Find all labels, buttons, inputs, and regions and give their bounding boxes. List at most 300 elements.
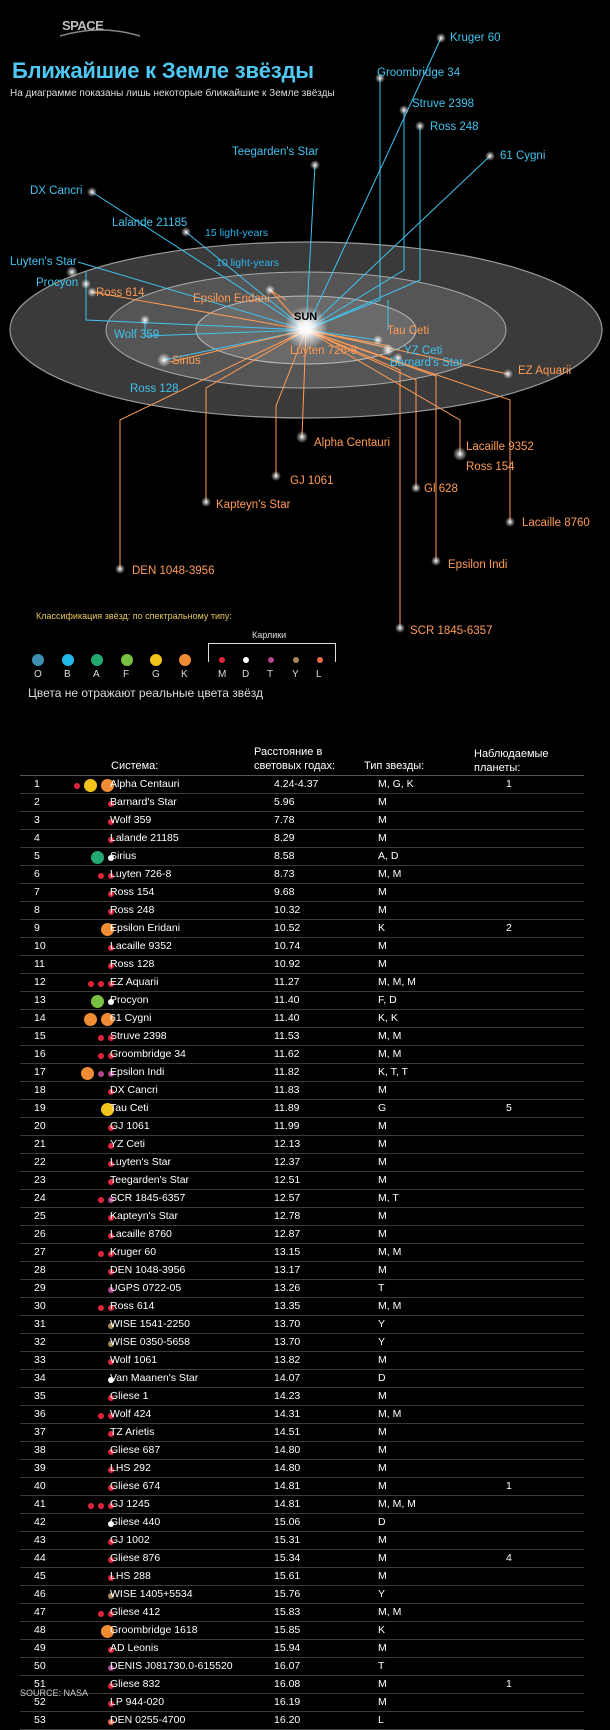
row-star-type: M — [378, 904, 387, 916]
row-distance: 11.40 — [274, 994, 300, 1006]
row-star-type: M — [378, 958, 387, 970]
row-star-type: M — [378, 1264, 387, 1276]
row-number: 24 — [34, 1192, 46, 1204]
row-system-name: Sirius — [110, 850, 137, 862]
type-dot-m — [98, 981, 104, 987]
class-letter-d: D — [242, 669, 250, 680]
row-system-name: Groombridge 34 — [110, 1048, 186, 1060]
class-dot-d — [243, 657, 249, 663]
row-star-type: M — [378, 886, 387, 898]
type-dot-m — [74, 783, 80, 789]
star-label-epsilon-eridani: Epsilon Eridani — [193, 293, 270, 305]
row-star-type: M — [378, 1156, 387, 1168]
row-star-type: M — [378, 1570, 387, 1582]
row-distance: 12.78 — [274, 1210, 301, 1222]
type-dot-m — [98, 1611, 104, 1617]
class-letter-k: K — [181, 669, 188, 680]
row-planets: 1 — [506, 1480, 512, 1492]
row-star-type: Y — [378, 1336, 386, 1348]
row-system-name: Tau Ceti — [110, 1102, 149, 1114]
row-number: 38 — [34, 1444, 46, 1456]
row-system-name: DEN 1048-3956 — [110, 1264, 186, 1276]
row-star-type: M — [378, 1426, 387, 1438]
row-star-type: Y — [378, 1318, 386, 1330]
row-star-type: K, T, T — [378, 1066, 408, 1078]
star-label-gl-628: Gl 628 — [424, 483, 458, 495]
row-number: 7 — [34, 886, 40, 898]
type-dot-k — [84, 1013, 97, 1026]
row-number: 26 — [34, 1228, 46, 1240]
type-dot-m — [98, 1413, 104, 1419]
table-row — [20, 1244, 584, 1262]
table-row — [20, 956, 584, 974]
class-dot-l — [317, 657, 323, 663]
row-distance: 14.80 — [274, 1444, 301, 1456]
row-number: 34 — [34, 1372, 46, 1384]
class-letter-b: B — [64, 669, 71, 680]
row-number: 42 — [34, 1516, 46, 1528]
row-number: 8 — [34, 904, 40, 916]
row-number: 23 — [34, 1174, 46, 1186]
row-number: 15 — [34, 1030, 46, 1042]
row-distance: 15.06 — [274, 1516, 301, 1528]
table-row — [20, 1658, 584, 1676]
star-label-scr-1845-6357: SCR 1845-6357 — [410, 625, 493, 637]
row-number: 19 — [34, 1102, 46, 1114]
row-system-name: LHS 292 — [110, 1462, 151, 1474]
row-number: 12 — [34, 976, 46, 988]
table-row — [20, 1442, 584, 1460]
star-label-lacaille-9352: Lacaille 9352 — [466, 441, 534, 453]
class-dot-b — [62, 654, 74, 666]
row-number: 1 — [34, 778, 40, 790]
row-star-type: M, M — [378, 1030, 402, 1042]
row-number: 13 — [34, 994, 46, 1006]
table-row — [20, 1370, 584, 1388]
row-distance: 10.92 — [274, 958, 301, 970]
table-row — [20, 1604, 584, 1622]
table-row — [20, 1694, 584, 1712]
row-system-name: Gliese 876 — [110, 1552, 161, 1564]
row-system-name: Luyten 726-8 — [110, 868, 172, 880]
star-label-groombridge-34: Groombridge 34 — [377, 67, 461, 79]
table-row — [20, 1568, 584, 1586]
row-number: 45 — [34, 1570, 46, 1582]
row-star-type: M — [378, 1390, 387, 1402]
table-row — [20, 1208, 584, 1226]
table-row — [20, 920, 584, 938]
class-letter-t: T — [267, 669, 274, 680]
class-dot-k — [179, 654, 191, 666]
star-label-sirius: Sirius — [172, 355, 201, 367]
star-label-epsilon-indi: Epsilon Indi — [448, 559, 508, 571]
table-row — [20, 1154, 584, 1172]
class-letter-l: L — [316, 669, 322, 680]
row-distance: 15.94 — [274, 1642, 301, 1654]
star-label-lacaille-8760: Lacaille 8760 — [522, 517, 590, 529]
row-system-name: GJ 1002 — [110, 1534, 150, 1546]
row-number: 52 — [34, 1696, 46, 1708]
row-star-type: M — [378, 1228, 387, 1240]
row-number: 9 — [34, 922, 40, 934]
row-distance: 13.35 — [274, 1300, 301, 1312]
row-system-name: WISE 1541-2250 — [110, 1318, 190, 1330]
page-title: Ближайшие к Земле звёзды — [12, 58, 314, 83]
row-number: 50 — [34, 1660, 46, 1672]
source-note: SOURCE: NASA — [20, 1688, 89, 1698]
table-row — [20, 848, 584, 866]
table-row — [20, 1712, 584, 1730]
table-row — [20, 1640, 584, 1658]
row-distance: 15.34 — [274, 1552, 301, 1564]
row-number: 3 — [34, 814, 40, 826]
row-planets: 4 — [506, 1552, 512, 1564]
row-number: 41 — [34, 1498, 46, 1510]
row-system-name: Kapteyn's Star — [110, 1210, 178, 1222]
row-distance: 13.82 — [274, 1354, 301, 1366]
row-distance: 15.61 — [274, 1570, 301, 1582]
row-star-type: M, T — [378, 1192, 399, 1204]
table-row — [20, 938, 584, 956]
table-row — [20, 1622, 584, 1640]
row-distance: 15.76 — [274, 1588, 301, 1600]
row-star-type: M — [378, 1084, 387, 1096]
row-distance: 13.26 — [274, 1282, 301, 1294]
row-planets: 1 — [506, 1678, 512, 1690]
row-star-type: M — [378, 1354, 387, 1366]
row-number: 48 — [34, 1624, 46, 1636]
star-label-teegardens-star: Teegarden's Star — [232, 146, 319, 158]
row-distance: 16.20 — [274, 1714, 301, 1726]
row-number: 33 — [34, 1354, 46, 1366]
star-label-kapteyns-star: Kapteyn's Star — [216, 499, 291, 511]
table-row — [20, 1496, 584, 1514]
row-number: 37 — [34, 1426, 46, 1438]
row-number: 2 — [34, 796, 40, 808]
row-star-type: M — [378, 832, 387, 844]
row-number: 31 — [34, 1318, 46, 1330]
row-distance: 13.70 — [274, 1318, 301, 1330]
row-system-name: EZ Aquarii — [110, 976, 159, 988]
table-row — [20, 1460, 584, 1478]
row-number: 14 — [34, 1012, 46, 1024]
row-system-name: Wolf 424 — [110, 1408, 152, 1420]
table-row — [20, 992, 584, 1010]
row-system-name: WISE 0350-5658 — [110, 1336, 190, 1348]
row-number: 11 — [34, 958, 45, 970]
row-system-name: Lacaille 9352 — [110, 940, 172, 952]
table-row — [20, 1046, 584, 1064]
table-row — [20, 1406, 584, 1424]
stars-table — [20, 776, 584, 1730]
row-distance: 12.13 — [274, 1138, 301, 1150]
row-distance: 12.37 — [274, 1156, 301, 1168]
row-system-name: Luyten's Star — [110, 1156, 171, 1168]
row-distance: 7.78 — [274, 814, 295, 826]
class-dot-g — [150, 654, 162, 666]
row-system-name: Alpha Centauri — [110, 778, 180, 790]
row-number: 53 — [34, 1714, 46, 1726]
row-system-name: Epsilon Indi — [110, 1066, 165, 1078]
row-distance: 14.80 — [274, 1462, 301, 1474]
table-row — [20, 1298, 584, 1316]
type-dot-m — [88, 981, 94, 987]
table-row — [20, 1514, 584, 1532]
page-subtitle: На диаграмме показаны лишь некоторые ближайшие к Земле звёзды — [10, 88, 335, 99]
table-row — [20, 1550, 584, 1568]
type-dot-f — [91, 995, 104, 1008]
star-label-yz-ceti: YZ Ceti — [404, 345, 443, 357]
row-number: 32 — [34, 1336, 46, 1348]
type-dot-k — [81, 1067, 94, 1080]
star-label-struve-2398: Struve 2398 — [412, 98, 475, 110]
row-star-type: M — [378, 1696, 387, 1708]
table-row — [20, 1064, 584, 1082]
table-row — [20, 1010, 584, 1028]
star-label-ross-154: Ross 154 — [466, 461, 515, 473]
row-distance: 8.58 — [274, 850, 295, 862]
table-row — [20, 812, 584, 830]
row-star-type: M, G, K — [378, 778, 414, 790]
row-star-type: T — [378, 1282, 385, 1294]
class-letter-a: A — [93, 669, 100, 680]
row-distance: 10.32 — [274, 904, 301, 916]
row-distance: 10.74 — [274, 940, 301, 952]
type-dot-a — [91, 851, 104, 864]
row-star-type: M — [378, 1120, 387, 1132]
table-row — [20, 1172, 584, 1190]
row-system-name: Barnard's Star — [110, 796, 177, 808]
row-star-type: M — [378, 1552, 387, 1564]
sun-label: SUN — [294, 311, 318, 323]
row-number: 44 — [34, 1552, 46, 1564]
row-number: 28 — [34, 1264, 46, 1276]
row-number: 21 — [34, 1138, 46, 1150]
row-star-type: K — [378, 922, 386, 934]
header-system: Система: — [111, 760, 159, 772]
table-row — [20, 1028, 584, 1046]
row-star-type: M, M — [378, 1408, 402, 1420]
row-distance: 13.17 — [274, 1264, 301, 1276]
row-system-name: UGPS 0722-05 — [110, 1282, 182, 1294]
row-system-name: Van Maanen's Star — [110, 1372, 199, 1384]
table-row — [20, 1532, 584, 1550]
table-row — [20, 830, 584, 848]
row-system-name: Gliese 412 — [110, 1606, 161, 1618]
row-system-name: TZ Arietis — [110, 1426, 155, 1438]
table-row — [20, 1352, 584, 1370]
row-distance: 15.31 — [274, 1534, 301, 1546]
row-system-name: Teegarden's Star — [110, 1174, 190, 1186]
class-dot-o — [32, 654, 44, 666]
row-system-name: Ross 614 — [110, 1300, 155, 1312]
table-row — [20, 1586, 584, 1604]
row-distance: 15.85 — [274, 1624, 301, 1636]
row-star-type: Y — [378, 1588, 386, 1600]
row-star-type: M — [378, 1534, 387, 1546]
row-number: 17 — [34, 1066, 46, 1078]
star-label-barnards-star: Barnard's Star — [390, 357, 464, 369]
type-dot-t — [98, 1071, 104, 1077]
row-system-name: Gliese 1 — [110, 1390, 149, 1402]
row-star-type: K, K — [378, 1012, 398, 1024]
row-star-type: M — [378, 1174, 387, 1186]
row-system-name: Wolf 359 — [110, 814, 152, 826]
row-system-name: DENIS J081730.0-615520 — [110, 1660, 233, 1672]
row-system-name: Ross 248 — [110, 904, 155, 916]
star-label-kruger-60: Kruger 60 — [450, 32, 501, 44]
star-label-ross-248: Ross 248 — [430, 121, 479, 133]
type-dot-m — [98, 1197, 104, 1203]
row-star-type: M — [378, 1480, 387, 1492]
row-number: 46 — [34, 1588, 46, 1600]
row-system-name: Ross 154 — [110, 886, 155, 898]
row-star-type: G — [378, 1102, 387, 1114]
row-system-name: Gliese 440 — [110, 1516, 161, 1528]
row-distance: 15.83 — [274, 1606, 301, 1618]
row-star-type: M, M, M — [378, 976, 416, 988]
table-row — [20, 1334, 584, 1352]
row-distance: 12.51 — [274, 1174, 301, 1186]
row-distance: 12.57 — [274, 1192, 301, 1204]
star-label-lalande-21185: Lalande 21185 — [112, 217, 188, 229]
row-distance: 11.83 — [274, 1084, 300, 1096]
table-row — [20, 866, 584, 884]
row-distance: 11.53 — [274, 1030, 300, 1042]
row-system-name: Groombridge 1618 — [110, 1624, 198, 1636]
row-number: 22 — [34, 1156, 46, 1168]
row-distance: 11.99 — [274, 1120, 300, 1132]
row-planets: 1 — [506, 778, 512, 790]
row-system-name: DX Cancri — [110, 1084, 158, 1096]
table-row — [20, 1082, 584, 1100]
row-distance: 10.52 — [274, 922, 301, 934]
class-letter-f: F — [123, 669, 130, 680]
row-star-type: M — [378, 1444, 387, 1456]
type-dot-m — [98, 1305, 104, 1311]
row-distance: 11.40 — [274, 1012, 300, 1024]
row-number: 18 — [34, 1084, 46, 1096]
row-distance: 8.73 — [274, 868, 295, 880]
row-number: 16 — [34, 1048, 46, 1060]
star-label-ross-614: Ross 614 — [96, 287, 145, 299]
colors-note: Цвета не отражают реальные цвета звёзд — [28, 686, 264, 700]
row-system-name: DEN 0255-4700 — [110, 1714, 186, 1726]
row-system-name: Gliese 687 — [110, 1444, 161, 1456]
row-star-type: M — [378, 796, 387, 808]
row-star-type: M — [378, 1210, 387, 1222]
row-number: 4 — [34, 832, 40, 844]
row-number: 6 — [34, 868, 40, 880]
row-star-type: F, D — [378, 994, 397, 1006]
row-system-name: WISE 1405+5534 — [110, 1588, 193, 1600]
row-system-name: Wolf 1061 — [110, 1354, 158, 1366]
class-letter-o: O — [34, 669, 42, 680]
row-distance: 14.23 — [274, 1390, 301, 1402]
table-row — [20, 1190, 584, 1208]
class-letter-m: M — [218, 669, 227, 680]
table-row — [20, 1478, 584, 1496]
table-row — [20, 1676, 584, 1694]
row-number: 5 — [34, 850, 40, 862]
row-star-type: M — [378, 1462, 387, 1474]
row-distance: 11.62 — [274, 1048, 300, 1060]
star-label-tau-ceti: Tau Ceti — [387, 325, 430, 337]
row-system-name: Procyon — [110, 994, 149, 1006]
row-distance: 11.27 — [274, 976, 300, 988]
row-star-type: L — [378, 1714, 384, 1726]
class-dot-y — [293, 657, 299, 663]
row-planets: 2 — [506, 922, 512, 934]
row-number: 10 — [34, 940, 46, 952]
row-star-type: M — [378, 1138, 387, 1150]
table-row — [20, 884, 584, 902]
row-star-type: M, M — [378, 1048, 402, 1060]
row-number: 36 — [34, 1408, 46, 1420]
class-letter-y: Y — [292, 669, 299, 680]
header-distance: Расстояние в световых годах: — [254, 746, 336, 772]
row-system-name: GJ 1245 — [110, 1498, 150, 1510]
row-number: 20 — [34, 1120, 46, 1132]
row-number: 39 — [34, 1462, 46, 1474]
row-distance: 13.15 — [274, 1246, 301, 1258]
row-distance: 14.31 — [274, 1408, 301, 1420]
row-number: 43 — [34, 1534, 46, 1546]
star-label-ez-aquarii: EZ Aquarii — [518, 365, 572, 377]
star-label-alpha-centauri: Alpha Centauri — [314, 437, 391, 449]
row-star-type: M, M, M — [378, 1498, 416, 1510]
row-number: 40 — [34, 1480, 46, 1492]
ring-label-10: 10 light-years — [216, 257, 280, 269]
row-distance: 12.87 — [274, 1228, 301, 1240]
star-label-den-1048-3956: DEN 1048-3956 — [132, 565, 215, 577]
star-label-61-cygni: 61 Cygni — [500, 150, 546, 162]
row-system-name: Gliese 832 — [110, 1678, 161, 1690]
row-number: 29 — [34, 1282, 46, 1294]
type-dot-m — [98, 1035, 104, 1041]
class-dot-t — [268, 657, 274, 663]
type-dot-m — [88, 1503, 94, 1509]
row-system-name: Epsilon Eridani — [110, 922, 181, 934]
row-number: 27 — [34, 1246, 46, 1258]
row-distance: 14.51 — [274, 1426, 301, 1438]
table-row — [20, 794, 584, 812]
row-number: 30 — [34, 1300, 46, 1312]
class-dot-m — [219, 657, 225, 663]
row-system-name: AD Leonis — [110, 1642, 159, 1654]
row-system-name: LP 944-020 — [110, 1696, 165, 1708]
type-dot-g — [84, 779, 97, 792]
table-row — [20, 1100, 584, 1118]
row-star-type: D — [378, 1372, 386, 1384]
classification-title: Классификация звёзд: по спектральному типу: — [36, 611, 232, 621]
row-system-name: Lacaille 8760 — [110, 1228, 172, 1240]
row-distance: 14.81 — [274, 1480, 301, 1492]
header-planets: Наблюдаемые планеты: — [474, 748, 549, 774]
row-number: 35 — [34, 1390, 46, 1402]
row-system-name: Gliese 674 — [110, 1480, 161, 1492]
row-system-name: Struve 2398 — [110, 1030, 167, 1042]
row-distance: 16.08 — [274, 1678, 301, 1690]
row-star-type: T — [378, 1660, 385, 1672]
row-star-type: D — [378, 1516, 386, 1528]
row-distance: 11.82 — [274, 1066, 300, 1078]
row-star-type: M — [378, 940, 387, 952]
dwarfs-label: Карлики — [252, 630, 287, 640]
row-star-type: M, M — [378, 1606, 402, 1618]
ring-label-15: 15 light-years — [205, 227, 269, 239]
row-star-type: M — [378, 1642, 387, 1654]
